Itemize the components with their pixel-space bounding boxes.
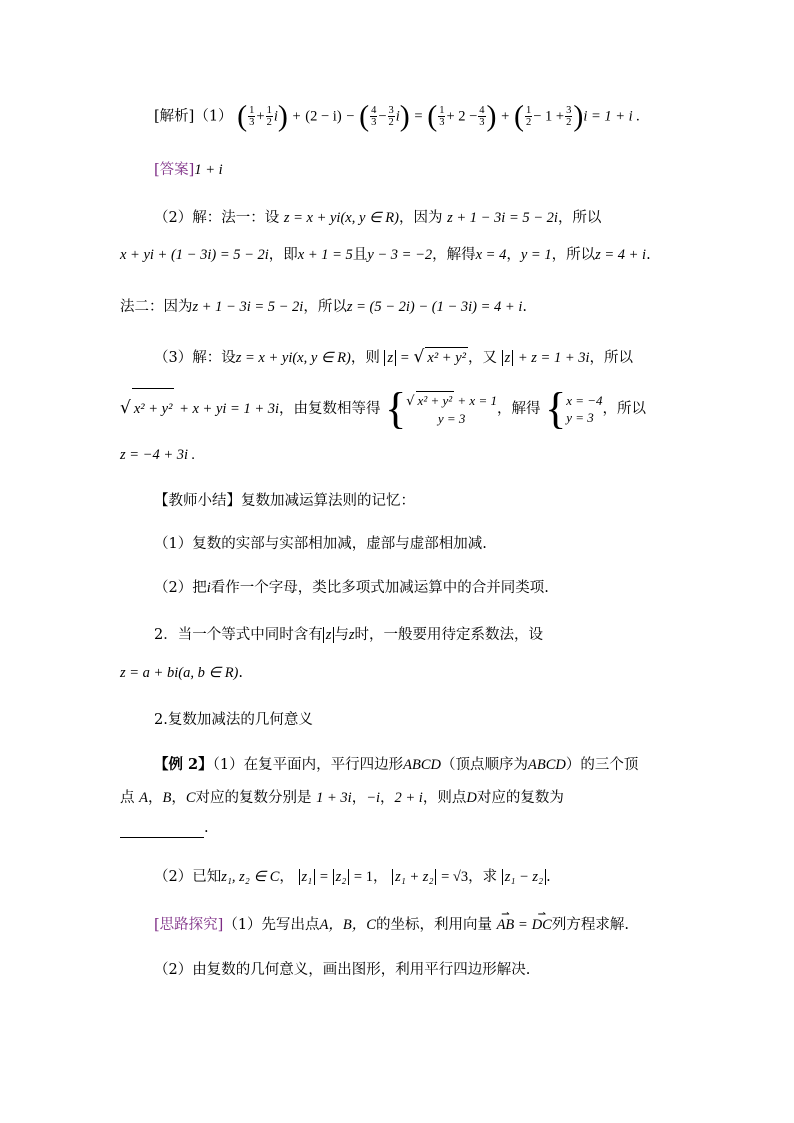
modulus: z: [384, 350, 396, 366]
example2-line1: 【例 2】（1）在复平面内，平行四边形ABCD（顶点顺序为ABCD）的三个顶: [154, 756, 639, 773]
part3-line2: √ x² + y² + x + yi = 1 + 3i，由复数相等得 { √ x² + y² + x = 1 y = 3 ，解得 { x = −4 y = 3 ，所以: [120, 384, 647, 433]
note2-line2: z = a + bi(a, b ∈ R).: [120, 665, 243, 681]
fraction: $\frac{1}{2}$: [266, 105, 272, 128]
example2-part2: （2）已知z₁, z₂ ∈ C， z₁ = z₂ = 1， z₁ + z₂ = √3，求 z₁ − z₂ .: [154, 869, 551, 885]
modulus: z₂: [333, 869, 350, 885]
thinking-line2: （2）由复数的几何意义，画出图形，利用平行四边形解决.: [154, 962, 531, 978]
note2-line1: 2．当一个等式中同时含有 z 与z时，一般要用待定系数法，设: [154, 627, 544, 643]
brace-icon: {: [385, 384, 407, 433]
math-term: (2 − i): [305, 108, 342, 125]
example2-line3: .: [120, 818, 209, 838]
vector-dc: ⇀ DC: [532, 915, 552, 935]
answer-line: [154, 160, 223, 180]
section-title: 2.复数加减法的几何意义: [154, 712, 313, 728]
analysis-part1: [解析]（1） ( $\frac{1}{3}$ + $\frac{1}{2}$ i) + (2 − i) − ( $\frac{4}{3}$ − $\frac{3}{2}$ i) = ( $\frac{1}{3}$ + 2 − $\frac{4}{3}$ ) + ( $\frac{1}{2}$ − 1 + $\frac{3}{2}$ )i = 1 + i .: [154, 99, 640, 133]
thinking-label: [思路探究]: [154, 917, 224, 933]
summary-item1: （1）复数的实部与实部相加减，虚部与虚部相加减.: [154, 536, 487, 552]
part2-line1: （2）解：法一：设 z = x + yi(x, y ∈ R)，因为 z + 1 − 3i = 5 − 2i，所以: [154, 210, 602, 226]
part3-line3: z = −4 + 3i .: [120, 447, 196, 463]
example2-line2: 点 A，B，C对应的复数分别是 1 + 3i，−i，2 + i，则点D对应的复数为: [120, 790, 564, 806]
fraction: $\frac{3}{2}$: [388, 105, 394, 128]
equation-system: x = −4 y = 3: [566, 393, 603, 425]
fraction: $\frac{3}{2}$: [566, 105, 572, 128]
method2-line: 法二：因为z + 1 − 3i = 5 − 2i，所以z = (5 − 2i) − (1 − 3i) = 4 + i.: [120, 299, 527, 315]
sqrt-sign: √: [413, 347, 425, 367]
thinking-line1: [思路探究]（1）先写出点A，B，C的坐标，利用向量 ⇀ AB = ⇀ DC列方程求解.: [154, 915, 629, 935]
equation-system: √ x² + y² + x = 1 y = 3: [406, 393, 497, 426]
summary-item2: （2）把i看作一个字母，类比多项式加减运算中的合并同类项.: [154, 580, 549, 596]
answer-blank[interactable]: [120, 823, 204, 838]
vector-ab: ⇀ AB: [497, 915, 515, 935]
modulus: z₁: [299, 869, 316, 885]
modulus: z₁ + z₂: [392, 869, 436, 885]
fraction: $\frac{4}{3}$: [371, 105, 377, 128]
brace-icon: {: [545, 384, 567, 433]
answer-label: [答案]: [154, 162, 195, 178]
analysis-label: [解析]（1）: [154, 108, 233, 125]
fraction: $\frac{4}{3}$: [479, 105, 485, 128]
paren-left: (: [237, 99, 248, 133]
answer-value: 1 + i: [194, 162, 223, 178]
example-tag: 【例 2】: [154, 756, 213, 773]
fraction: $\frac{1}{2}$: [525, 105, 532, 128]
fraction: $\frac{1}{3}$: [249, 105, 255, 128]
modulus: z₁ − z₂: [502, 869, 546, 885]
modulus: z: [323, 627, 335, 643]
modulus: z: [502, 350, 514, 366]
fraction: $\frac{1}{3}$: [439, 105, 445, 128]
part2-line2: x + yi + (1 − 3i) = 5 − 2i，即x + 1 = 5且y − 3 = −2，解得x = 4，y = 1，所以z = 4 + i.: [120, 247, 651, 263]
summary-title: 【教师小结】复数加减运算法则的记忆：: [154, 493, 415, 509]
part3-line1: （3）解：设z = x + yi(x, y ∈ R)，则 z = √ x² + y² ，又 z + z = 1 + 3i，所以: [154, 347, 634, 367]
